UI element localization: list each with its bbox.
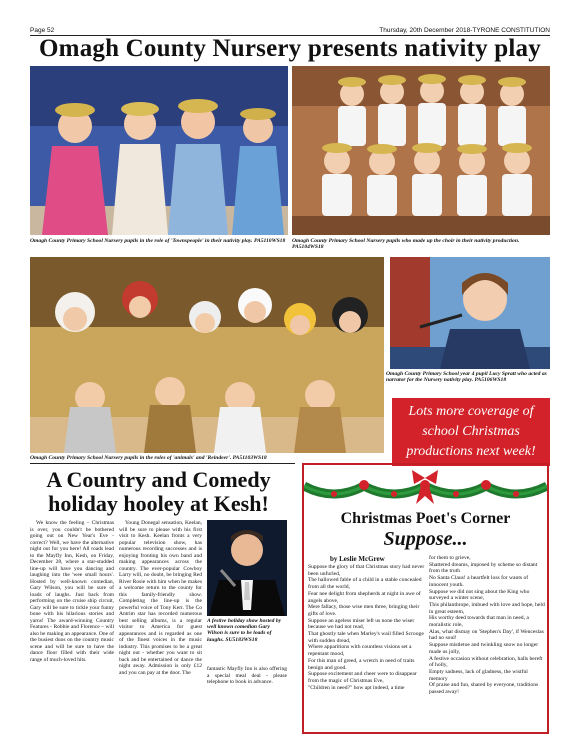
page-number: Page 52	[30, 27, 55, 34]
dateline: Thursday, 20th December 2018-TYRONE CONSTITUTION	[379, 27, 550, 34]
caption-townspeople: Omagh County Primary School Nursery pupils in the role of 'Townspeople' in their nativity play. PA5110WS18	[30, 238, 286, 244]
photo-choir	[292, 66, 550, 235]
poem-line: Suppose mistletoe and twinkling snow no longer made us jolly,	[429, 642, 539, 655]
poem-line: Suppose excitement and cheer were to disappear from the magic of Christmas Eve,	[308, 671, 417, 684]
caption-narrator: Omagh County Primary School year 4 pupil Lucy Spratt who acted as narrator for the Nursery nativity play. PA5106WS18	[386, 371, 547, 384]
kesh-col1-text: We know the feeling – Christmas is over, you couldn't be bothered going out on New Year's Eve - correct? Well, we have the alternative night out for you here! All roads lead to the Mayfly Inn, Kesh, on Friday, December 28, where a star-studded line-up will have you dancing and laughing into the 'wee small hours'. Hosted by well-known comedian, Gary Wilson, you will be sure of loads of laughs. Just back from performing on the cruise ship circuit, Gary will be sure to tickle your funny bone with his hilarious stories and yarns! The award-winning Country Features - Robbie and Florence – will also be making an appearance. One of the busiest duos on the country music scene and will be sure to have the dance floor filled with their wide range of much-loved hits.	[30, 520, 114, 663]
photo-townspeople	[30, 66, 288, 235]
poem-line: "Children in need?" how apt indeed, a time	[308, 684, 405, 691]
kesh-col3-text: fantastic Mayfly Inn is also offering a special meal deal - please telephone to book in advance.	[207, 666, 287, 685]
poem-line: Suppose we did not sing about the King who surveyed a winter scene,	[429, 588, 530, 602]
caption-choir: Omagh County Primary School Nursery pupils who made up the choir in their nativity production. PA5104WS18	[292, 238, 520, 251]
poem-line: Empty sadness, lack of gladness, the wistful memory	[429, 668, 528, 682]
caption-animals: Omagh County Primary School Nursery pupils in the roles of 'animals' and 'Reindeer'. PA51103WS18	[30, 455, 267, 461]
kesh-column-2	[119, 520, 202, 676]
poem-line: Of praise and fun, shared by everyone, traditions passed away!	[429, 682, 539, 696]
poem-line: No Santa Claus! a heartfelt loss for wants of innocent youth.	[429, 575, 529, 588]
kesh-column-3	[207, 666, 287, 686]
poem-line: Shattered dreams, imposed by scheme so distant from the truth	[429, 561, 538, 575]
photo-narrator	[390, 257, 550, 369]
page-headline: Omagh County Nursery presents nativity play	[39, 35, 541, 62]
poem-line: The hallowed fable of a child in a stable concealed from all the world,	[308, 577, 422, 591]
kesh-col2-text: Young Donegal sensation, Keelan, will be sure to please with his first visit to Kesh. Keelan fronts a very popular television show, has numerous recording successes and is enjoying fronting his own band and making appearances across the country. The ever-popular Cowboy Larry will, no doubt, be bringing Red River Rosie with him when he makes a welcome return to the county for this family-friendly show. Completing the line-up is the powerful voice of Tony Kerr. The Co Antrim star has recorded numerous best selling albums, is a regular visitor to America for guest appearances and is regarded as one of the finest voices in the music industry. This promises to be a great night out - whether you want to sit back and be entertained or dance the night away. Admission is only £12 and you can pay at the door. The	[119, 520, 202, 676]
poem-line: for them to grieve,	[429, 555, 471, 561]
poet-corner-title: Christmas Poet's Corner	[340, 510, 511, 527]
poem-line: This philanthrope, imbued with love and hope, held in great esteem,	[429, 601, 545, 615]
poem-column-2	[429, 555, 546, 696]
poem-line: For this man of greed, a wretch in need of traits benign and good.	[308, 657, 415, 671]
photo-animals	[30, 257, 384, 453]
photo-gary-wilson	[207, 520, 287, 616]
poem-line: That ghostly tale when Marley's wail filled Scrooge with sudden dread,	[308, 631, 424, 644]
poem-line: Where apparitions with countless visions set a repentant mood,	[308, 644, 412, 658]
poem-line: Alas, what dismay on 'Stephen's Day', if Wenceslas had no soul!	[429, 628, 544, 642]
poem-line: His worthy deed towards that man in need, a moralistic role,	[429, 615, 529, 629]
poem-line: Suppose the glory of that Christmas story had never been unfurled,	[308, 564, 425, 577]
poem-line: Suppose an ageless miser left us none the wiser because we had not read,	[308, 617, 415, 631]
poem-line: Mere fallacy, those wise men three, bringing their gifts of love.	[308, 604, 420, 617]
poem-column-1	[308, 564, 425, 691]
poem-line: Fear nee delight from shepherds at night in awe of angels above,	[308, 590, 421, 604]
poem-line: A festive occasion without celebration, halls bereft of holly,	[429, 655, 543, 669]
caption-feature: A festive holiday show hosted by well known comedian Gary Wilson is sure to be loads of laughs. SU5183WS18	[207, 618, 282, 643]
kesh-column-1	[30, 520, 114, 663]
section-rule	[30, 463, 295, 464]
poem-title: Suppose...	[383, 528, 468, 550]
poem-byline: by Leslie McGrew	[330, 555, 385, 563]
promo-box	[392, 398, 550, 466]
kesh-headline: A Country and Comedy holiday hooley at Kesh!	[46, 467, 271, 516]
promo-text: Lots more coverage of school Christmas productions next week!	[406, 404, 536, 459]
holly-garland	[304, 466, 547, 508]
